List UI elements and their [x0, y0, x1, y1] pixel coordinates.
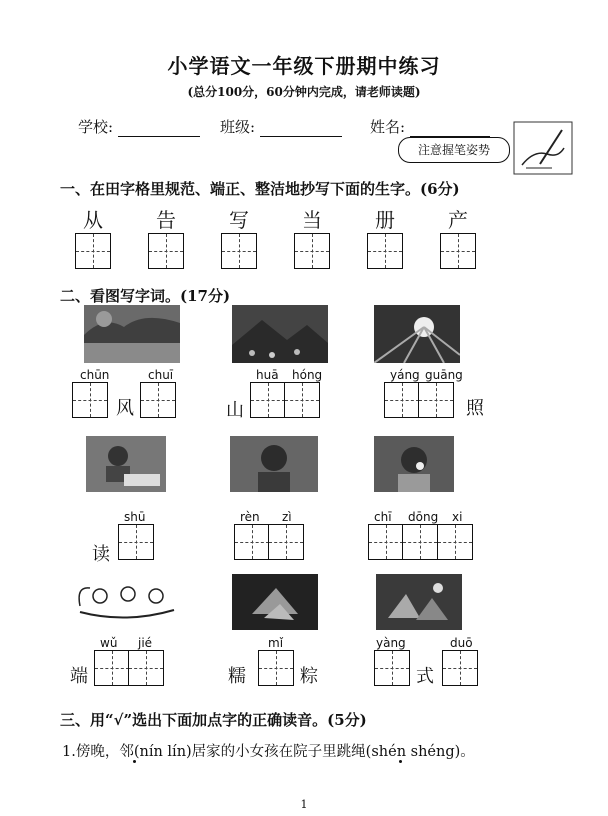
answer-grid	[140, 382, 174, 418]
writing-grid[interactable]	[368, 524, 404, 560]
char-group-6	[440, 204, 476, 269]
char-group-2	[148, 204, 184, 269]
pinyin: xi	[452, 510, 463, 524]
writing-grid[interactable]	[234, 524, 270, 560]
answer-grid	[384, 382, 453, 418]
model-char: 当	[302, 208, 322, 232]
page-subtitle: (总分100分，60分钟内完成，请老师读题)	[187, 85, 421, 99]
writing-grid[interactable]	[284, 382, 320, 418]
writing-grid[interactable]	[75, 233, 111, 269]
answer-grid	[72, 382, 106, 418]
emphasis-dot	[133, 760, 136, 763]
writing-grid[interactable]	[140, 382, 176, 418]
pinyin: yàng	[376, 636, 406, 650]
sunlight-picture	[374, 305, 460, 363]
pinyin: rèn	[240, 510, 260, 524]
writing-grid[interactable]	[128, 650, 164, 686]
given-char: 风	[116, 398, 134, 419]
pinyin: duō	[450, 636, 473, 650]
spring-wind-picture	[84, 305, 180, 363]
section1-heading: 一、在田字格里规范、端正、整洁地抄写下面的生字。(6分)	[60, 180, 460, 198]
model-char: 告	[156, 208, 176, 232]
pinyin: shū	[124, 510, 146, 524]
pinyin: chuī	[148, 368, 174, 382]
writing-grid[interactable]	[367, 233, 403, 269]
section3-heading: 三、用“√”选出下面加点字的正确读音。(5分)	[60, 711, 367, 729]
pinyin: hóng	[292, 368, 323, 382]
answer-grid	[118, 524, 152, 560]
char-group-3	[221, 204, 257, 269]
name-blank[interactable]	[410, 120, 490, 137]
writing-grid[interactable]	[402, 524, 438, 560]
zongzi-picture	[232, 574, 318, 630]
char-group-5	[367, 204, 403, 269]
emphasis-dot	[399, 760, 402, 763]
char-group-1	[75, 204, 111, 269]
name-field[interactable]	[370, 116, 490, 137]
answer-grid	[442, 650, 476, 686]
writing-grid[interactable]	[250, 382, 286, 418]
school-field[interactable]	[78, 116, 200, 137]
model-char: 从	[83, 208, 103, 232]
writing-grid[interactable]	[258, 650, 294, 686]
given-char: 山	[226, 400, 244, 421]
pinyin: guāng	[425, 368, 463, 382]
pinyin: chī	[374, 510, 392, 524]
model-char: 产	[448, 208, 468, 232]
model-char: 写	[229, 208, 249, 232]
answer-grid	[234, 524, 303, 560]
writing-grid[interactable]	[442, 650, 478, 686]
writing-grid[interactable]	[384, 382, 420, 418]
class-field[interactable]	[220, 116, 342, 137]
pinyin: mǐ	[268, 636, 284, 650]
writing-grid[interactable]	[118, 524, 154, 560]
pinyin: zì	[282, 510, 292, 524]
child-eating-picture	[374, 436, 454, 492]
given-char: 照	[466, 398, 484, 419]
answer-grid	[368, 524, 471, 560]
answer-grid	[94, 650, 163, 686]
given-char: 式	[416, 666, 434, 687]
pinyin: huā	[256, 368, 279, 382]
pinyin: dōng	[408, 510, 439, 524]
writing-grid[interactable]	[148, 233, 184, 269]
class-label: 班级:	[220, 118, 256, 136]
pinyin: jié	[138, 636, 153, 650]
given-char: 粽	[300, 666, 318, 687]
pinyin: wǔ	[100, 636, 118, 650]
girl-reading-picture	[86, 436, 166, 492]
page-number: 1	[300, 798, 308, 811]
model-char: 册	[375, 208, 395, 232]
speech-bubble: 注意握笔姿势	[398, 137, 510, 163]
pinyin: chūn	[80, 368, 110, 382]
answer-grid	[258, 650, 292, 686]
given-char: 读	[92, 544, 110, 565]
writing-grid[interactable]	[437, 524, 473, 560]
boy-picture	[230, 436, 318, 492]
answer-grid	[250, 382, 319, 418]
writing-grid[interactable]	[268, 524, 304, 560]
school-blank[interactable]	[118, 120, 200, 137]
dragon-boat-picture	[76, 576, 178, 624]
hand-writing-icon	[512, 120, 574, 176]
answer-grid	[374, 650, 408, 686]
writing-grid[interactable]	[221, 233, 257, 269]
school-label: 学校:	[78, 118, 114, 136]
char-group-4	[294, 204, 330, 269]
given-char: 糯	[228, 666, 246, 687]
question-1: 1.傍晚，邻(nín lín)居家的小女孩在院子里跳绳(shén shéng)。	[62, 744, 475, 760]
given-char: 端	[70, 666, 88, 687]
page-title: 小学语文一年级下册期中练习	[167, 54, 441, 78]
writing-grid[interactable]	[294, 233, 330, 269]
section2-heading: 二、看图写字词。(17分)	[60, 287, 231, 305]
mountain-flowers-picture	[232, 305, 328, 363]
writing-grid[interactable]	[440, 233, 476, 269]
writing-grid[interactable]	[418, 382, 454, 418]
writing-grid[interactable]	[72, 382, 108, 418]
class-blank[interactable]	[260, 120, 342, 137]
name-label: 姓名:	[370, 118, 406, 136]
zongzi-variety-picture	[376, 574, 462, 630]
pinyin: yáng	[390, 368, 420, 382]
writing-grid[interactable]	[374, 650, 410, 686]
writing-grid[interactable]	[94, 650, 130, 686]
